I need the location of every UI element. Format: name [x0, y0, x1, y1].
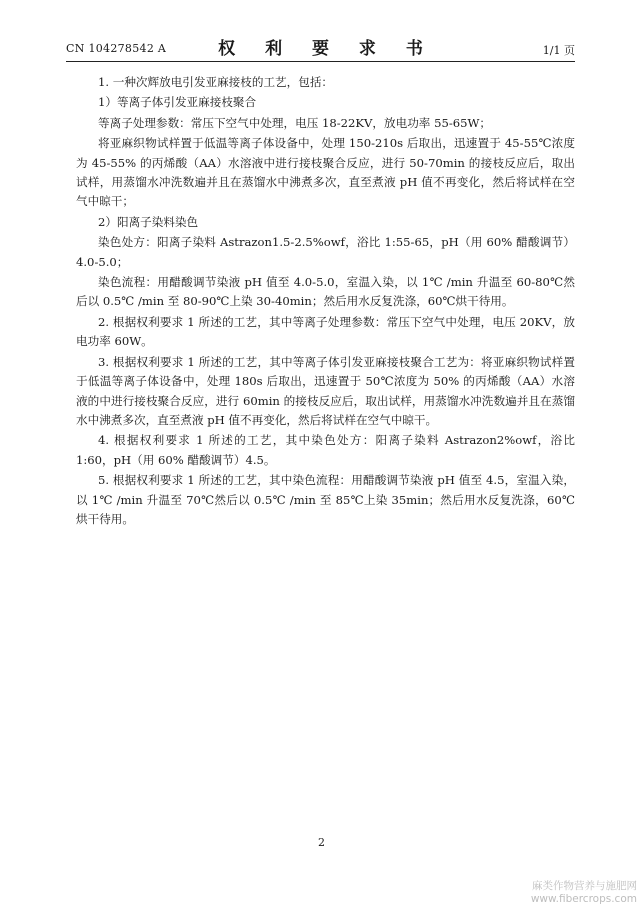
watermark-site-name: 麻类作物营养与施肥网	[532, 880, 637, 892]
document-title: 权 利 要 求 书	[218, 39, 435, 59]
claim-1-step-1-heading: 1）等离子体引发亚麻接枝聚合	[98, 95, 257, 110]
claim-1-dye-recipe: 染色处方：阳离子染料 Astrazon1.5-2.5%owf，浴比 1:55-65，pH（用 60% 醋酸调节）4.0-5.0；	[76, 235, 575, 269]
claim-1-plasma-params: 等离子处理参数：常压下空气中处理，电压 18-22KV，放电功率 55-65W；	[98, 115, 492, 130]
watermark-url: www.fibercrops.com	[530, 893, 637, 905]
claim-2: 2. 根据权利要求 1 所述的工艺，其中等离子处理参数：常压下空气中处理，电压 20KV，放电功率 60W。	[76, 314, 575, 349]
claim-1-title: 1. 一种次辉放电引发亚麻接枝的工艺，包括：	[98, 75, 334, 89]
site-watermark	[531, 880, 637, 906]
claim-1-step-2-heading: 2）阳离子染料染色	[98, 214, 199, 229]
claim-4: 4. 根据权利要求 1 所述的工艺，其中染色处方：阳离子染料 Astrazon2%owf，浴比 1:60，pH（用 60% 醋酸调节）4.5。	[76, 433, 575, 467]
claims-body	[76, 73, 575, 530]
claim-1-grafting-procedure: 将亚麻织物试样置于低温等离子体设备中，处理 150-210s 后取出，迅速置于 45-55℃浓度为 45-55% 的丙烯酸（AA）水溶液中进行接枝聚合反应，进行 50-70min 的接枝反应后，取出试样，用蒸馏水冲洗数遍并且在蒸馏水中沸煮多次，直至煮液 pH 值不再变化，然后将试样在空气中晾干；	[76, 136, 575, 209]
page-number: 2	[318, 836, 325, 849]
claim-1-dye-process: 染色流程：用醋酸调节染液 pH 值至 4.0-5.0，室温入染，以 1℃ /min 升温至 60-80℃然后以 0.5℃ /min 至 80-90℃上染 30-40min；然后用水反复洗涤，60℃烘干待用。	[76, 275, 575, 309]
header-divider	[66, 61, 575, 62]
page-header	[66, 30, 575, 60]
claim-5: 5. 根据权利要求 1 所述的工艺，其中染色流程：用醋酸调节染液 pH 值至 4.5，室温入染，以 1℃ /min 升温至 70℃然后以 0.5℃ /min 至 85℃上染 35min；然后用水反复洗涤，60℃烘干待用。	[76, 473, 575, 526]
claim-3: 3. 根据权利要求 1 所述的工艺，其中等离子体引发亚麻接枝聚合工艺为：将亚麻织物试样置于低温等离子体设备中，处理 180s 后取出，迅速置于 50℃浓度为 50% 的丙烯酸（AA）水溶液的中进行接枝聚合反应，进行 60min 的接枝反应后，取出试样，用蒸馏水冲洗数遍并且在蒸馏水中沸煮多次，直至煮液 pH 值不再变化，然后将试样在空气中晾干。	[76, 354, 575, 427]
page-indicator: 1/1 页	[542, 44, 575, 57]
patent-number: CN 104278542 A	[66, 42, 167, 55]
